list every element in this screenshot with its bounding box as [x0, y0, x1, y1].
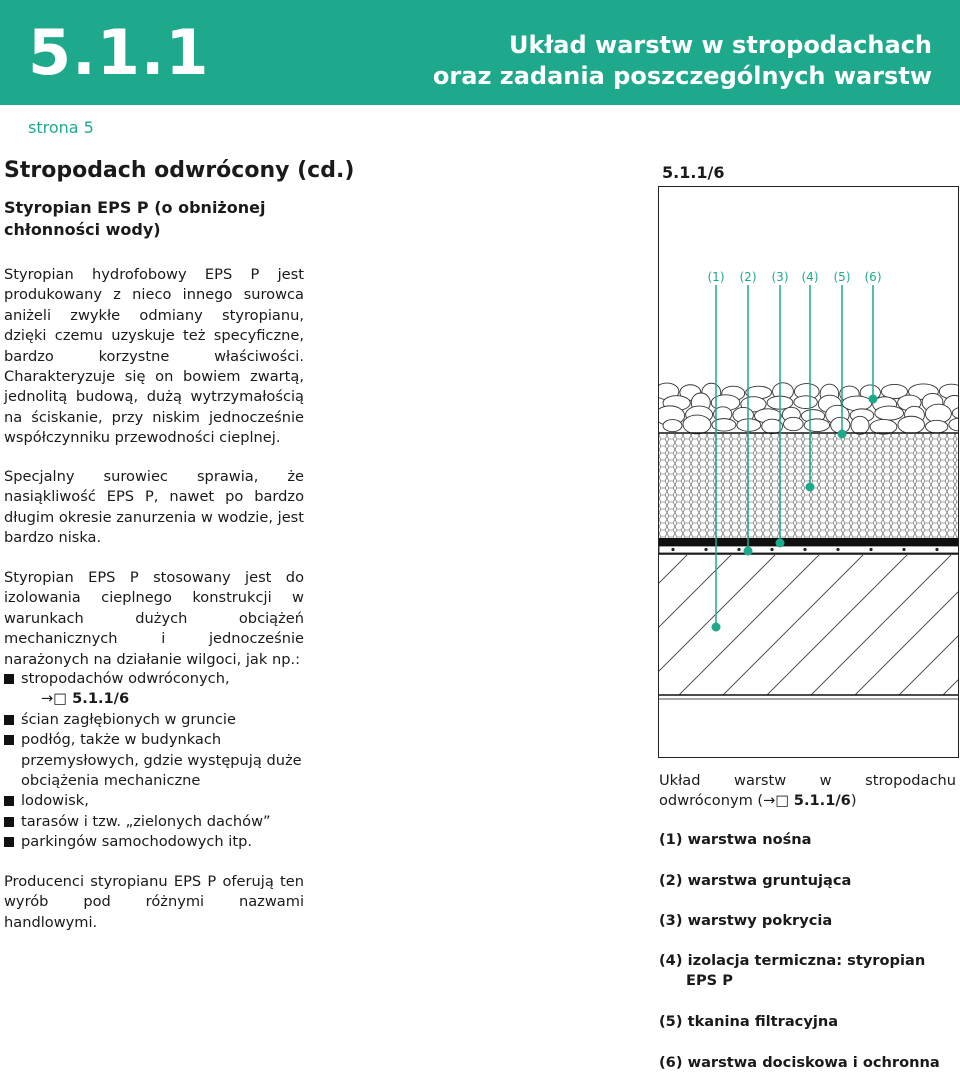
- gravel-pebble: [898, 416, 925, 433]
- membrane-dot: [770, 548, 773, 551]
- membrane-dot: [869, 548, 872, 551]
- legend-text: warstwa nośna: [687, 831, 812, 848]
- list-item: tarasów i tzw. „zielonych dachów”: [4, 812, 324, 832]
- main-title: Stropodach odwrócony (cd.): [4, 158, 355, 183]
- legend-item: [659, 911, 959, 931]
- roof-layers-diagram: [659, 187, 959, 758]
- legend-number: (1): [659, 831, 683, 848]
- legend-number: (4): [659, 952, 683, 969]
- legend-number: (2): [659, 872, 683, 889]
- caption-text: Układ warstw w stropodachu odwróconym (: [659, 772, 956, 810]
- membrane-dot: [836, 548, 839, 551]
- legend-number: (3): [659, 912, 683, 929]
- layer-number-labels: [708, 270, 882, 284]
- list-item: ścian zagłębionych w gruncie: [4, 710, 324, 730]
- list-item: parkingów samochodowych itp.: [4, 832, 324, 852]
- reference-arrow-icon: →□: [763, 792, 790, 810]
- leader-dot: [712, 623, 721, 632]
- membrane-dot: [902, 548, 905, 551]
- legend-text-continued: EPS P: [686, 972, 733, 990]
- gravel-pebble: [784, 417, 804, 430]
- legend-text: warstwa gruntująca: [687, 872, 852, 889]
- section-title: [433, 30, 932, 91]
- subtitle: Styropian EPS P (o obniżonej chłonności wody): [4, 198, 266, 240]
- legend-text: izolacja termiczna: styropian: [687, 952, 926, 969]
- legend-text: tkanina filtracyjna: [687, 1013, 839, 1030]
- membrane-dot: [704, 548, 707, 551]
- legend-text: warstwa dociskowa i ochronna: [687, 1054, 940, 1071]
- paragraph-intro: Styropian hydrofobowy EPS P jest produkowany z nieco innego surowca aniżeli zwykłe odmiany styropianu, dzięki czemu uzyskuje też specyficzne, bardzo korzystne właściwości. Charakteryzuje się on bowiem zwartą, jednolitą budową, dużą wytrzymałością na ściskanie, przy niskim jednocześnie współczynniku przewodności cieplnej.: [4, 266, 304, 447]
- leader-dot: [776, 539, 785, 548]
- membrane-dot: [803, 548, 806, 551]
- paragraph-absorption: Specjalny surowiec sprawia, że nasiąkliwość EPS P, nawet po bardzo długim okresie zanurzenia w wodzie, jest bardzo niska.: [4, 468, 304, 547]
- list-item: podłóg, także w budynkach przemysłowych, gdzie występują duże obciążenia mechaniczne: [4, 730, 324, 791]
- page-reference: strona 5: [28, 118, 94, 137]
- primer-layer: [659, 546, 959, 553]
- cross-reference-number: 5.1.1/6: [72, 690, 130, 708]
- load-bearing-slab: [659, 555, 959, 695]
- gravel-pebble: [926, 420, 948, 433]
- gravel-pebble: [683, 415, 711, 434]
- layer-number: (3): [771, 270, 789, 284]
- header-bar: [0, 0, 960, 105]
- layer-number: (6): [864, 270, 882, 284]
- section-title-line1: Układ warstw w stropodachach: [508, 31, 932, 59]
- gravel-pebble: [794, 396, 817, 409]
- membrane-dot: [671, 548, 674, 551]
- legend-item: [659, 1053, 959, 1073]
- leader-dot: [744, 547, 753, 556]
- gravel-pebble: [851, 416, 869, 434]
- gravel-pebble: [804, 419, 829, 432]
- layer-number: (5): [833, 270, 851, 284]
- caption-close: ): [850, 792, 857, 810]
- leader-dot: [838, 430, 847, 439]
- section-number: 5.1.1: [28, 16, 210, 89]
- legend-item: [659, 871, 959, 891]
- roof-layers-figure: [658, 186, 959, 758]
- layer-number: (1): [707, 270, 725, 284]
- reference-arrow-icon: →□: [41, 690, 68, 708]
- paragraph-usage: Styropian EPS P stosowany jest do izolowania cieplnego konstrukcji w warunkach dużych obciążeń mechanicznych i jednocześnie narażonych na działanie wilgoci, jak np.:: [4, 569, 304, 668]
- gravel-pebble: [949, 418, 959, 431]
- leader-dot: [869, 395, 878, 404]
- legend-item: [659, 951, 959, 992]
- layer-number: (4): [801, 270, 819, 284]
- section-title-line2: oraz zadania poszczególnych warstw: [432, 61, 932, 90]
- gravel-pebble: [875, 406, 904, 420]
- figure-caption: [659, 771, 956, 812]
- gravel-pebble: [870, 419, 897, 434]
- membrane-layer: [659, 538, 959, 546]
- legend-number: (6): [659, 1054, 683, 1071]
- list-item-text: stropodachów odwróconych,: [21, 670, 230, 687]
- membrane-dot: [737, 548, 740, 551]
- gravel-layer: [659, 383, 959, 435]
- legend-text: warstwy pokrycia: [687, 912, 833, 929]
- leader-dot: [806, 483, 815, 492]
- legend-item: [659, 1012, 959, 1032]
- cross-reference-link[interactable]: [21, 689, 324, 709]
- usage-list: [4, 669, 324, 853]
- legend-item: [659, 830, 959, 850]
- layer-number: (2): [739, 270, 757, 284]
- gravel-pebble: [663, 420, 682, 432]
- list-item: lodowisk,: [4, 791, 324, 811]
- gravel-pebble: [737, 419, 761, 432]
- list-item: [4, 669, 324, 710]
- membrane-dot: [935, 548, 938, 551]
- legend-number: (5): [659, 1013, 683, 1030]
- figure-label: 5.1.1/6: [662, 163, 725, 182]
- caption-reference[interactable]: 5.1.1/6: [793, 792, 851, 810]
- paragraph-producers: Producenci styropianu EPS P oferują ten wyrób pod różnymi nazwami handlowymi.: [4, 873, 304, 931]
